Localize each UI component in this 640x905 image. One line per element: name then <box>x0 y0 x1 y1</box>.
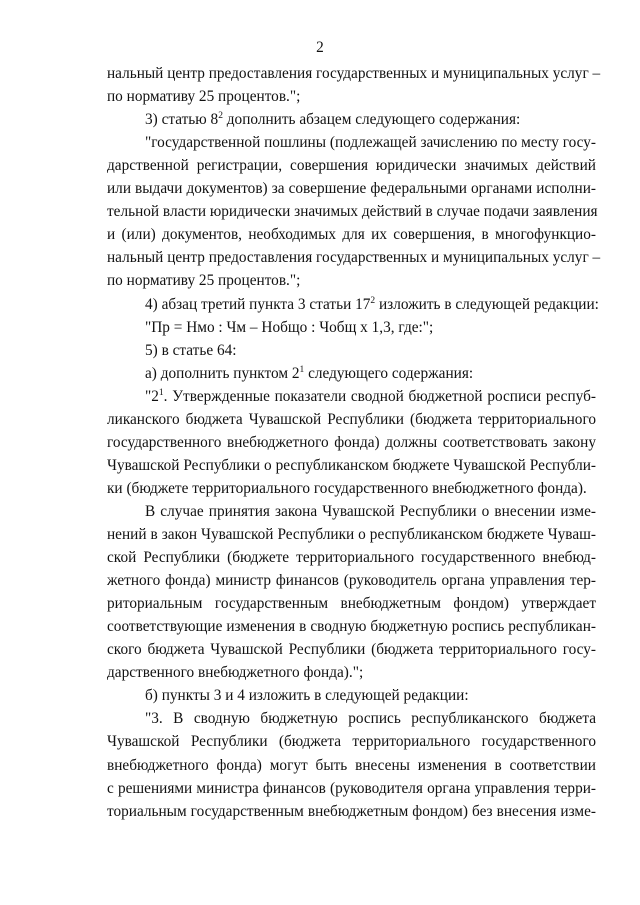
text-line: тельной власти юридически значимых действий в случае подачи заявления <box>107 203 598 221</box>
text-line: соответствующие изменения в сводную бюджетную роспись республикан- <box>107 618 596 636</box>
text-line: "3. В сводную бюджетную роспись республиканского бюджета <box>145 710 596 728</box>
text-line <box>145 387 596 407</box>
text-line: В случае принятия закона Чувашской Республики о внесении изме- <box>145 502 596 520</box>
page-number: 2 <box>316 39 324 56</box>
superscript: 1 <box>158 387 164 398</box>
text-line: с решениями министра финансов (руководителя органа управления терри- <box>107 779 596 797</box>
text-line <box>145 295 599 315</box>
text-segment: . Утвержденные показатели сводной бюджетной росписи респуб- <box>163 387 596 405</box>
text-line: по нормативу 25 процентов."; <box>107 88 301 106</box>
text-line: ской Республики (бюджете территориального государственного внебюд- <box>107 549 596 567</box>
text-segment: 4) абзац третий пункта 3 статьи 17 <box>145 295 371 313</box>
text-line: дарственной регистрации, совершения юридически значимых действий <box>107 157 596 175</box>
text-line: государственного внебюджетного фонда) должны соответствовать закону <box>107 433 596 451</box>
text-line: нений в закон Чувашской Республики о республиканском бюджете Чуваш- <box>107 526 596 543</box>
text-line: Чувашской Республики о республиканском бюджете Чувашской Республи- <box>107 456 596 474</box>
text-segment: изложить в следующей редакции: <box>375 295 599 313</box>
text-line: б) пункты 3 и 4 изложить в следующей редакции: <box>145 687 469 705</box>
superscript: 1 <box>299 364 305 375</box>
text-segment: дополнить абзацем следующего содержания: <box>222 111 521 129</box>
text-line: жетного фонда) министр финансов (руководитель органа управления тер- <box>107 572 596 590</box>
text-line: ки (бюджете территориального государственного внебюджетного фонда). <box>107 479 587 497</box>
text-segment: а) дополнить пунктом 2 <box>145 364 300 382</box>
text-line: ликанского бюджета Чувашской Республики (бюджета территориального <box>107 410 596 428</box>
text-line: по нормативу 25 процентов."; <box>107 272 301 290</box>
text-line <box>145 110 596 130</box>
text-line: ского бюджета Чувашской Республики (бюджета территориального госу- <box>107 641 596 659</box>
superscript: 2 <box>218 111 223 122</box>
superscript: 2 <box>370 295 376 306</box>
text-line: нальный центр предоставления государственных и муниципальных услуг – <box>107 65 601 82</box>
text-line: ториальным государственным внебюджетным фондом) без внесения изме- <box>107 802 596 820</box>
text-line: риториальным государственным внебюджетным фондом) утверждает <box>107 595 596 613</box>
text-segment: следующего содержания: <box>304 364 474 382</box>
text-line: и (или) документов, необходимых для их совершения, в многофункцио- <box>107 226 596 244</box>
text-line: Чувашской Республики (бюджета территориального государственного <box>107 733 596 751</box>
text-segment: 3) статью 8 <box>145 111 219 129</box>
text-line: или выдачи документов) за совершение федеральными органами исполни- <box>107 180 596 198</box>
text-line: "государственной пошлины (подлежащей зачислению по месту госу- <box>145 134 596 152</box>
text-line: внебюджетного фонда) могут быть внесены изменения в соответствии <box>107 756 596 774</box>
text-line: 5) в статье 64: <box>145 341 237 359</box>
text-line: нальный центр предоставления государственных и муниципальных услуг – <box>107 249 601 267</box>
text-line <box>145 364 596 384</box>
text-line: "Пр = Нмо : Чм – Нобщо : Чобщ х 1,3, где:"; <box>145 318 434 336</box>
text-segment: "2 <box>145 387 159 405</box>
text-line: дарственного внебюджетного фонда)."; <box>107 664 364 682</box>
